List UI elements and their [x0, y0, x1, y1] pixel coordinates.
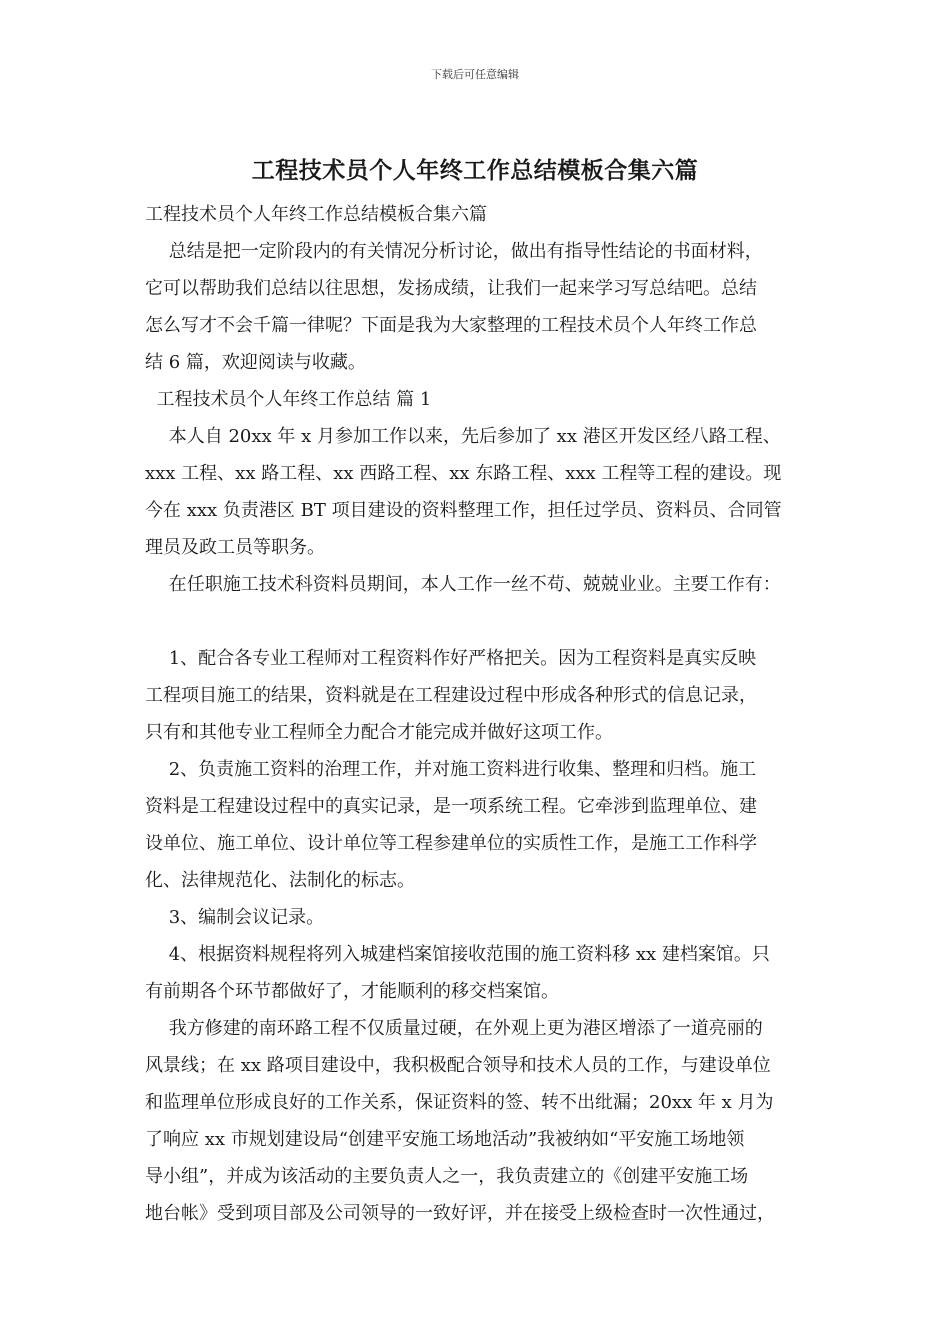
text-line: 3、编制会议记录。	[145, 907, 325, 928]
blank-line	[145, 603, 825, 640]
text-line: 今在 xxx 负责港区 BT 项目建设的资料整理工作，担任过学员、资料员、合同管	[145, 500, 782, 521]
text-line: 工程项目施工的结果，资料就是在工程建设过程中形成各种形式的信息记录，	[145, 685, 757, 706]
text-line: 4、根据资料规程将列入城建档案馆接收范围的施工资料移 xx 建档案馆。只	[145, 944, 770, 965]
text-line: 只有和其他专业工程师全力配合才能完成并做好这项工作。	[145, 722, 613, 743]
text-line: 本人自 20xx 年 x 月参加工作以来，先后参加了 xx 港区开发区经八路工程、	[145, 426, 781, 447]
text-line: 总结是把一定阶段内的有关情况分析讨论，做出有指导性结论的书面材料，	[145, 241, 763, 262]
text-line: 它可以帮助我们总结以往思想，发扬成绩，让我们一起来学习写总结吧。总结	[145, 278, 757, 299]
download-note: 下载后可任意编辑	[431, 68, 519, 81]
text-line: 结 6 篇，欢迎阅读与收藏。	[145, 352, 366, 373]
document-body	[145, 196, 825, 1232]
text-line: 我方修建的南环路工程不仅质量过硬，在外观上更为港区增添了一道亮丽的	[145, 1018, 763, 1039]
text-line: 化、法律规范化、法制化的标志。	[145, 870, 415, 891]
text-line: 理员及政工员等职务。	[145, 537, 325, 558]
text-line: 导小组”，并成为该活动的主要负责人之一，我负责建立的《创建平安施工场	[145, 1166, 749, 1187]
text-line: 工程技术员个人年终工作总结 篇 1	[145, 389, 432, 410]
text-line: 1、配合各专业工程师对工程资料作好严格把关。因为工程资料是真实反映	[145, 648, 757, 669]
text-line: 工程技术员个人年终工作总结模板合集六篇	[145, 204, 487, 225]
document-title: 工程技术员个人年终工作总结模板合集六篇	[251, 157, 699, 184]
text-line: 资料是工程建设过程中的真实记录，是一项系统工程。它牵涉到监理单位、建	[145, 796, 757, 817]
text-line: 设单位、施工单位、设计单位等工程参建单位的实质性工作，是施工工作科学	[145, 833, 757, 854]
text-line: 和监理单位形成良好的工作关系，保证资料的签、转不出纰漏；20xx 年 x 月为	[145, 1092, 774, 1113]
text-line: 地台帐》受到项目部及公司领导的一致好评，并在接受上级检查时一次性通过，	[145, 1203, 775, 1224]
text-line: 怎么写才不会千篇一律呢？下面是我为大家整理的工程技术员个人年终工作总	[145, 315, 757, 336]
text-line: 2、负责施工资料的治理工作，并对施工资料进行收集、整理和归档。施工	[145, 759, 757, 780]
text-line: xxx 工程、xx 路工程、xx 西路工程、xx 东路工程、xxx 工程等工程的建设。现	[145, 463, 782, 484]
text-line: 在任职施工技术科资料员期间，本人工作一丝不苟、兢兢业业。主要工作有：	[145, 574, 781, 595]
text-line: 有前期各个环节都做好了，才能顺利的移交档案馆。	[145, 981, 559, 1002]
text-line: 了响应 xx 市规划建设局“创建平安施工场地活动”我被纳如“平安施工场地领	[145, 1129, 745, 1150]
text-line: 风景线；在 xx 路项目建设中，我积极配合领导和技术人员的工作，与建设单位	[145, 1055, 771, 1076]
